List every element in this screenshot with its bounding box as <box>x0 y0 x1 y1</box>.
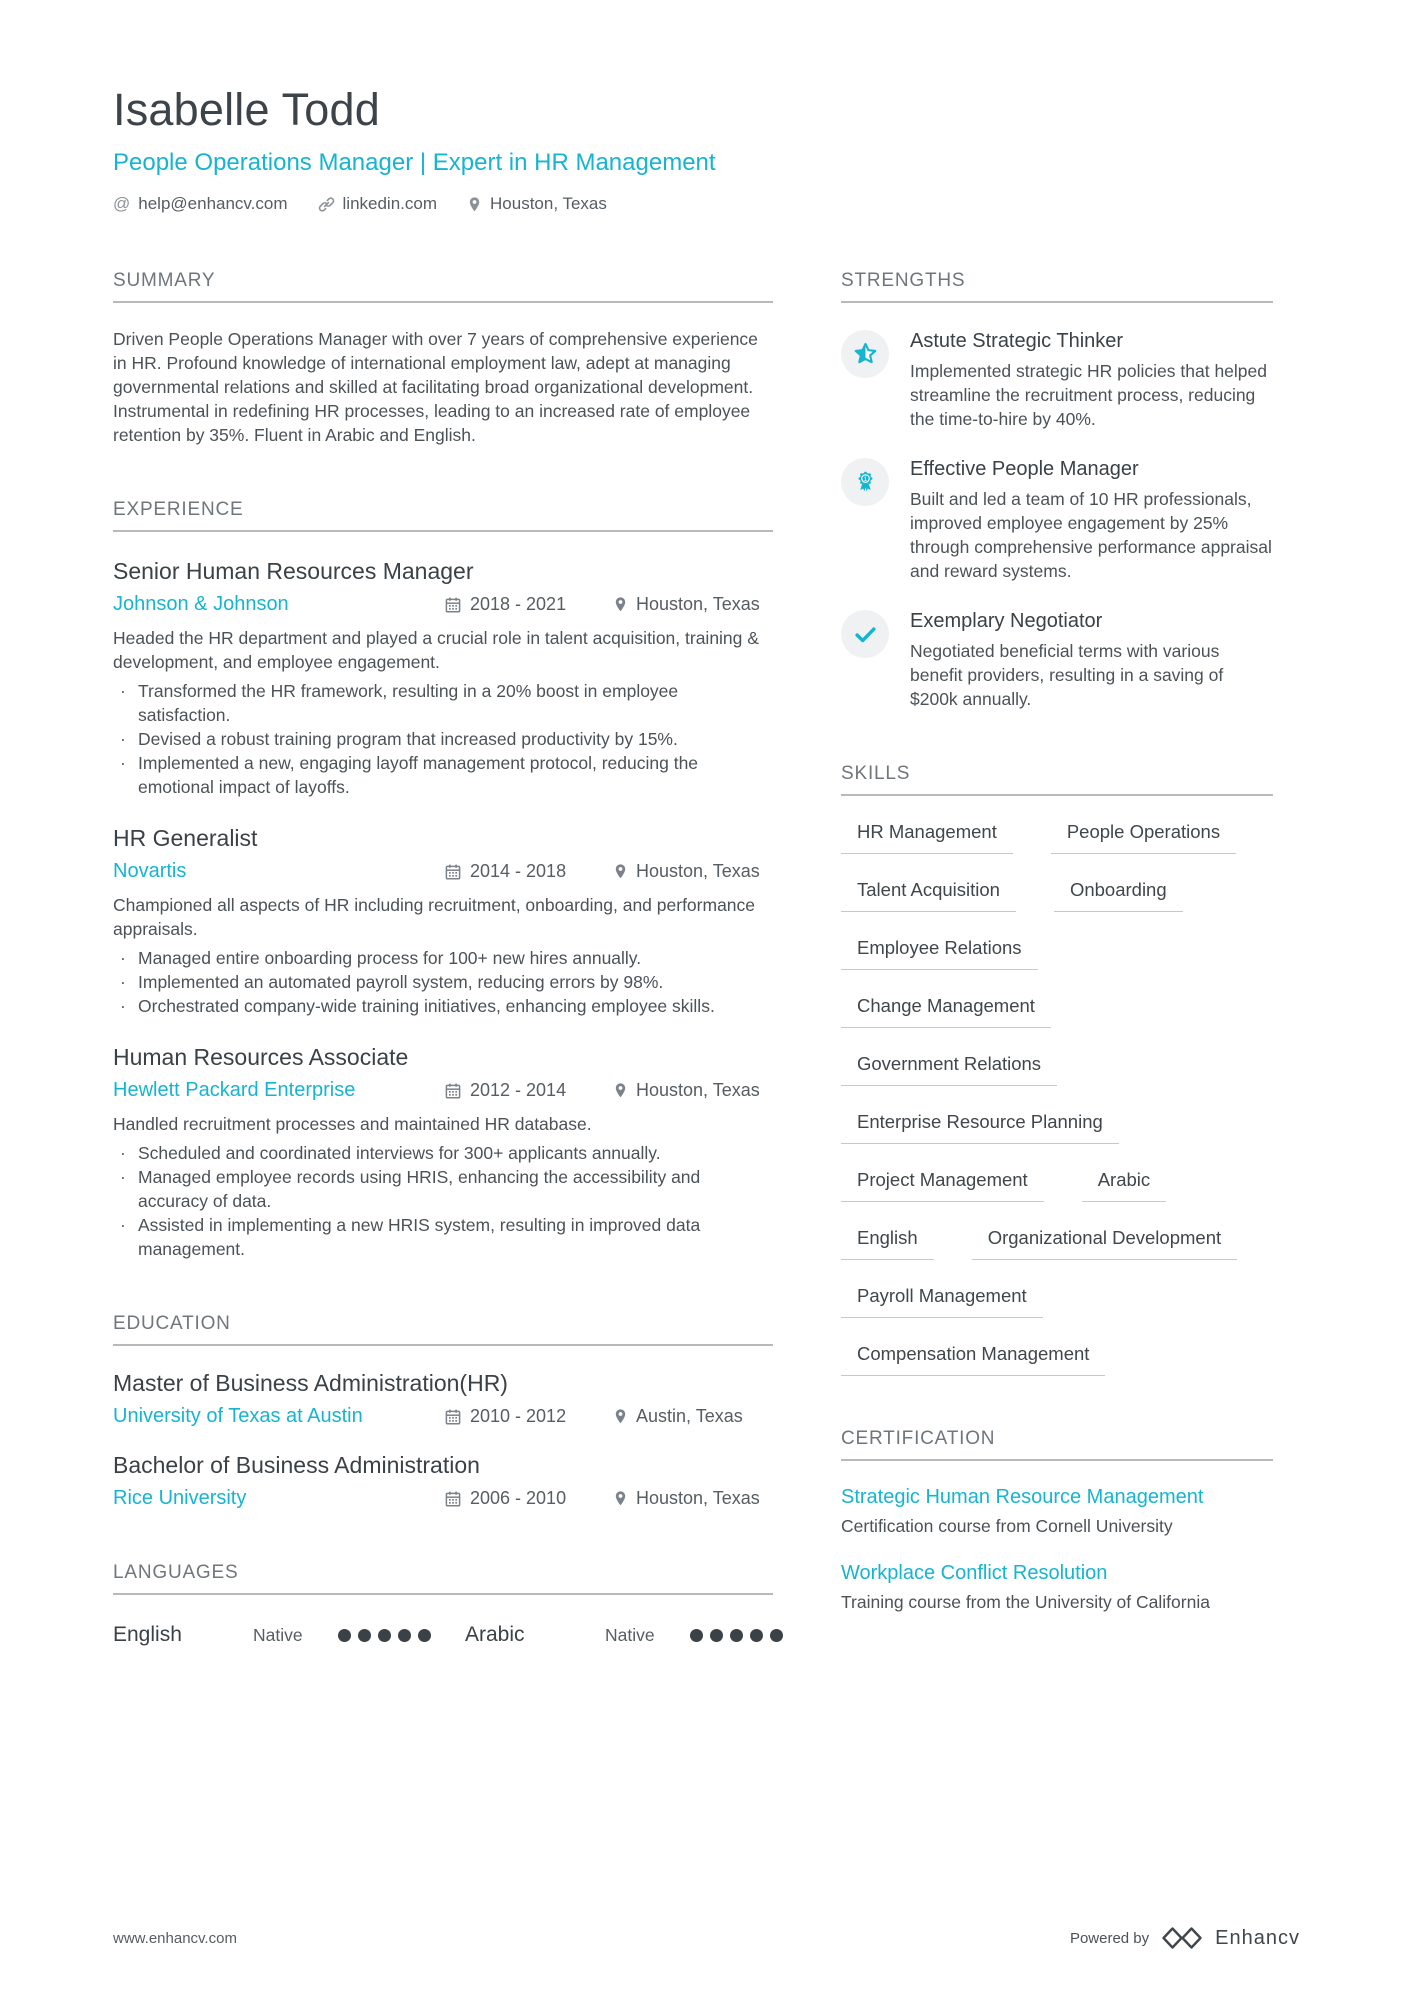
job-bullet: · Assisted in implementing a new HRIS system, resulting in improved data management. <box>113 1213 773 1261</box>
calendar-icon <box>445 1491 461 1507</box>
job-bullet: · Managed entire onboarding process for 100+ new hires annually. <box>113 946 773 970</box>
education-entry <box>113 1452 773 1510</box>
education-heading: EDUCATION <box>113 1313 773 1346</box>
calendar-icon <box>445 597 461 613</box>
left-column <box>113 270 773 1647</box>
certification-entry <box>841 1562 1273 1613</box>
skills-row <box>841 879 1273 912</box>
skill-chip: English <box>841 1227 934 1260</box>
language-item <box>113 1623 465 1647</box>
languages-row <box>113 1623 773 1647</box>
star-icon <box>852 341 879 368</box>
proficiency-dot <box>378 1629 391 1642</box>
strength-item <box>841 458 1273 583</box>
skill-chip: Employee Relations <box>841 937 1038 970</box>
summary-heading: SUMMARY <box>113 270 773 303</box>
skills-row <box>841 937 1273 970</box>
location-pin-icon <box>613 1408 628 1425</box>
skill-chip: Compensation Management <box>841 1343 1105 1376</box>
footer-website-link[interactable]: www.enhancv.com <box>113 1929 237 1947</box>
entry-location-text: Houston, Texas <box>636 1488 760 1508</box>
strengths-heading: STRENGTHS <box>841 270 1273 303</box>
location-pin-icon <box>613 1082 628 1099</box>
skills-list <box>841 821 1273 1376</box>
proficiency-dot <box>338 1629 351 1642</box>
entry-location <box>613 861 760 882</box>
proficiency-dot <box>398 1629 411 1642</box>
strength-title: Effective People Manager <box>910 458 1139 480</box>
link-icon <box>318 196 335 213</box>
entry-location <box>613 1406 743 1427</box>
education-entry <box>113 1370 773 1428</box>
strength-item <box>841 610 1273 711</box>
education-list <box>113 1370 773 1510</box>
skills-row <box>841 1227 1273 1260</box>
entry-meta-row <box>113 1079 773 1102</box>
contact-location <box>467 194 607 214</box>
degree-title: Master of Business Administration(HR) <box>113 1370 508 1396</box>
calendar-icon <box>445 864 461 880</box>
skills-section <box>841 763 1273 1376</box>
job-description: Championed all aspects of HR including recruitment, onboarding, and performance appraisals. <box>113 895 756 939</box>
strength-body <box>910 458 1273 583</box>
enhancv-logo-icon <box>1161 1925 1203 1951</box>
strength-body <box>910 610 1273 711</box>
resume-header <box>0 0 1410 214</box>
skills-row <box>841 821 1273 854</box>
skill-chip: Change Management <box>841 995 1051 1028</box>
company-link[interactable]: Hewlett Packard Enterprise <box>113 1079 356 1101</box>
experience-heading: EXPERIENCE <box>113 499 773 532</box>
contact-email-text: help@enhancv.com <box>138 194 288 213</box>
experience-entry <box>113 1044 773 1261</box>
entry-dates <box>445 1406 613 1427</box>
proficiency-dot <box>770 1629 783 1642</box>
entry-dates-text: 2018 - 2021 <box>470 594 567 614</box>
powered-by <box>1070 1925 1300 1951</box>
job-bullet: · Transformed the HR framework, resulting in a 20% boost in employee satisfaction. <box>113 679 773 727</box>
check-icon <box>853 622 878 647</box>
skill-chip: Talent Acquisition <box>841 879 1016 912</box>
strength-icon-circle <box>841 610 889 658</box>
education-section <box>113 1313 773 1510</box>
skills-heading: SKILLS <box>841 763 1273 796</box>
skill-chip: Payroll Management <box>841 1285 1043 1318</box>
at-icon: @ <box>113 194 131 213</box>
skills-row <box>841 1285 1273 1318</box>
skill-chip: Onboarding <box>1054 879 1183 912</box>
proficiency-dot <box>730 1629 743 1642</box>
experience-list <box>113 558 773 1261</box>
proficiency-dot <box>690 1629 703 1642</box>
experience-entry <box>113 825 773 1018</box>
experience-section <box>113 499 773 1261</box>
company-link[interactable]: Novartis <box>113 860 187 882</box>
job-bullets <box>113 1141 773 1261</box>
strength-item <box>841 330 1273 431</box>
certification-subtitle: Training course from the University of California <box>841 1592 1210 1612</box>
strength-body <box>910 330 1273 431</box>
strength-title: Astute Strategic Thinker <box>910 330 1124 352</box>
job-bullet: · Implemented a new, engaging layoff management protocol, reducing the emotional impact of layoffs. <box>113 751 773 799</box>
location-icon <box>467 196 482 213</box>
languages-heading: LANGUAGES <box>113 1562 773 1595</box>
certification-section <box>841 1428 1273 1613</box>
calendar-icon <box>445 1083 461 1099</box>
entry-location <box>613 1488 760 1509</box>
language-proficiency-dots <box>690 1629 783 1642</box>
certification-subtitle: Certification course from Cornell University <box>841 1516 1173 1536</box>
location-pin-icon <box>613 596 628 613</box>
skills-row <box>841 1343 1273 1376</box>
location-pin-icon <box>613 1490 628 1507</box>
school-link[interactable]: University of Texas at Austin <box>113 1405 363 1427</box>
entry-dates-text: 2014 - 2018 <box>470 861 567 881</box>
strength-text: Built and led a team of 10 HR professionals, improved employee engagement by 25% through comprehensive performance appraisal and reward systems. <box>910 489 1272 581</box>
certification-title[interactable]: Workplace Conflict Resolution <box>841 1562 1108 1584</box>
certification-entry <box>841 1486 1273 1537</box>
job-bullet: · Scheduled and coordinated interviews for 300+ applicants annually. <box>113 1141 773 1165</box>
job-bullet: · Orchestrated company-wide training initiatives, enhancing employee skills. <box>113 994 773 1018</box>
language-item <box>465 1623 817 1647</box>
certification-title[interactable]: Strategic Human Resource Management <box>841 1486 1204 1508</box>
certification-list <box>841 1486 1273 1613</box>
skill-chip: People Operations <box>1051 821 1236 854</box>
skills-row <box>841 1053 1273 1086</box>
job-bullets <box>113 679 773 799</box>
company-link[interactable]: Johnson & Johnson <box>113 593 289 615</box>
contact-location-text: Houston, Texas <box>490 194 607 213</box>
svg-text:1: 1 <box>863 475 867 483</box>
skill-chip: Organizational Development <box>972 1227 1237 1260</box>
proficiency-dot <box>418 1629 431 1642</box>
job-title: HR Generalist <box>113 825 258 851</box>
job-bullets <box>113 946 773 1018</box>
contact-row <box>113 194 1410 214</box>
job-description: Handled recruitment processes and maintained HR database. <box>113 1114 592 1134</box>
location-pin-icon <box>613 863 628 880</box>
entry-meta-row <box>113 1405 773 1428</box>
entry-dates <box>445 594 613 615</box>
person-name: Isabelle Todd <box>113 84 380 135</box>
strengths-list <box>841 330 1273 711</box>
languages-section <box>113 1562 773 1647</box>
right-column <box>841 270 1273 1647</box>
entry-meta-row <box>113 593 773 616</box>
page-footer <box>113 1925 1300 1951</box>
entry-dates <box>445 1488 613 1509</box>
entry-location <box>613 1080 760 1101</box>
entry-location-text: Houston, Texas <box>636 861 760 881</box>
person-title: People Operations Manager | Expert in HR Management <box>113 149 716 176</box>
entry-dates <box>445 1080 613 1101</box>
strength-icon-circle <box>841 458 889 506</box>
proficiency-dot <box>358 1629 371 1642</box>
experience-entry <box>113 558 773 799</box>
school-link[interactable]: Rice University <box>113 1487 247 1509</box>
skills-row <box>841 1169 1273 1202</box>
entry-meta-row <box>113 860 773 883</box>
proficiency-dot <box>710 1629 723 1642</box>
skill-chip: Enterprise Resource Planning <box>841 1111 1119 1144</box>
language-name: English <box>113 1623 182 1646</box>
job-bullet: · Managed employee records using HRIS, enhancing the accessibility and accuracy of data. <box>113 1165 773 1213</box>
language-proficiency-dots <box>338 1629 431 1642</box>
entry-dates-text: 2012 - 2014 <box>470 1080 567 1100</box>
skills-row <box>841 995 1273 1028</box>
entry-location <box>613 594 760 615</box>
entry-dates-text: 2010 - 2012 <box>470 1406 567 1426</box>
calendar-icon <box>445 1409 461 1425</box>
language-level: Native <box>253 1624 303 1645</box>
degree-title: Bachelor of Business Administration <box>113 1452 480 1478</box>
entry-location-text: Houston, Texas <box>636 594 760 614</box>
skill-chip: Arabic <box>1082 1169 1166 1202</box>
skill-chip: Government Relations <box>841 1053 1057 1086</box>
certification-heading: CERTIFICATION <box>841 1428 1273 1461</box>
entry-location-text: Austin, Texas <box>636 1406 743 1426</box>
job-title: Senior Human Resources Manager <box>113 558 474 584</box>
brand-name: Enhancv <box>1215 1926 1300 1949</box>
summary-text: Driven People Operations Manager with over 7 years of comprehensive experience in HR. Profound knowledge of international employment law, adept at managing governmental relations and skilled at facilitating broad organizational development. Instrumental in redefining HR processes, leading to an increased rate of employee retention by 35%. Fluent in Arabic and English. <box>113 329 758 445</box>
entry-location-text: Houston, Texas <box>636 1080 760 1100</box>
job-description: Headed the HR department and played a crucial role in talent acquisition, training & development, and employee engagement. <box>113 628 759 672</box>
medal-icon <box>853 470 878 495</box>
powered-by-label: Powered by <box>1069 1929 1150 1947</box>
columns <box>113 270 1410 1647</box>
entry-meta-row <box>113 1487 773 1510</box>
entry-dates-text: 2006 - 2010 <box>470 1488 567 1508</box>
job-bullet: · Devised a robust training program that increased productivity by 15%. <box>113 727 773 751</box>
skills-row <box>841 1111 1273 1144</box>
job-title: Human Resources Associate <box>113 1044 409 1070</box>
contact-linkedin[interactable] <box>318 194 438 214</box>
strength-text: Implemented strategic HR policies that helped streamline the recruitment process, reducing the time-to-hire by 40%. <box>910 361 1267 429</box>
strengths-section <box>841 270 1273 711</box>
summary-section <box>113 270 773 447</box>
language-name: Arabic <box>465 1623 525 1646</box>
contact-linkedin-text: linkedin.com <box>342 194 438 213</box>
strength-text: Negotiated beneficial terms with various benefit providers, resulting in a saving of $200k annually. <box>910 641 1224 709</box>
language-level: Native <box>605 1624 655 1645</box>
skill-chip: Project Management <box>841 1169 1044 1202</box>
skill-chip: HR Management <box>841 821 1013 854</box>
proficiency-dot <box>750 1629 763 1642</box>
job-bullet: · Implemented an automated payroll system, reducing errors by 98%. <box>113 970 773 994</box>
entry-dates <box>445 861 613 882</box>
strength-title: Exemplary Negotiator <box>910 610 1103 632</box>
strength-icon-circle <box>841 330 889 378</box>
contact-email[interactable] <box>113 194 288 214</box>
